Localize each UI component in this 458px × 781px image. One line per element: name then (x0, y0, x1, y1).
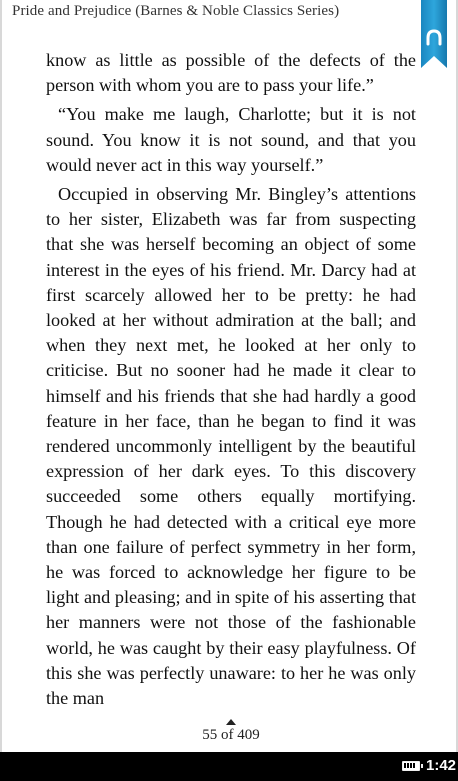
page-indicator: 55 of 409 (202, 727, 260, 743)
book-title: Pride and Prejudice (Barnes & Noble Classics Series) (12, 3, 340, 19)
status-bar (0, 752, 458, 781)
bookmark-ribbon-icon[interactable] (420, 0, 448, 70)
clock: 1:42 (426, 757, 457, 774)
battery-icon (402, 761, 420, 771)
reading-text (46, 48, 416, 711)
paragraph: “You make me laugh, Charlotte; but it is not sound. You know it is not sound, and that you would never act in this way yourself.” (46, 104, 416, 175)
caret-up-icon[interactable] (226, 719, 236, 725)
paragraph: know as little as possible of the defects of the person with whom you are to pass your life.” (46, 50, 416, 96)
paragraph: Occupied in observing Mr. Bingley’s attentions to her sister, Elizabeth was far from suspecting that she was herself becoming an object of some interest in the eyes of his friend. Mr. Darcy had at first scarcely allowed her to be pretty: he had looked at her without admiration at the ball; and when they next met, he looked at her only to criticise. But no sooner had he made it clear to himself and his friends that she had hardly a good feature in her face, than he began to find it was rendered uncommonly intelligent by the beautiful expression of her dark eyes. To this discovery succeeded some others equally mortifying. Though he had detected with a critical eye more than one failure of perfect symmetry in her form, he was forced to acknowledge her figure to be light and pleasing; and in spite of his asserting that her manners were not those of the fashionable world, he was caught by their easy playfulness. Of this she was perfectly unaware: to her he was only the man (46, 184, 416, 709)
page-navigation[interactable] (2, 719, 458, 744)
